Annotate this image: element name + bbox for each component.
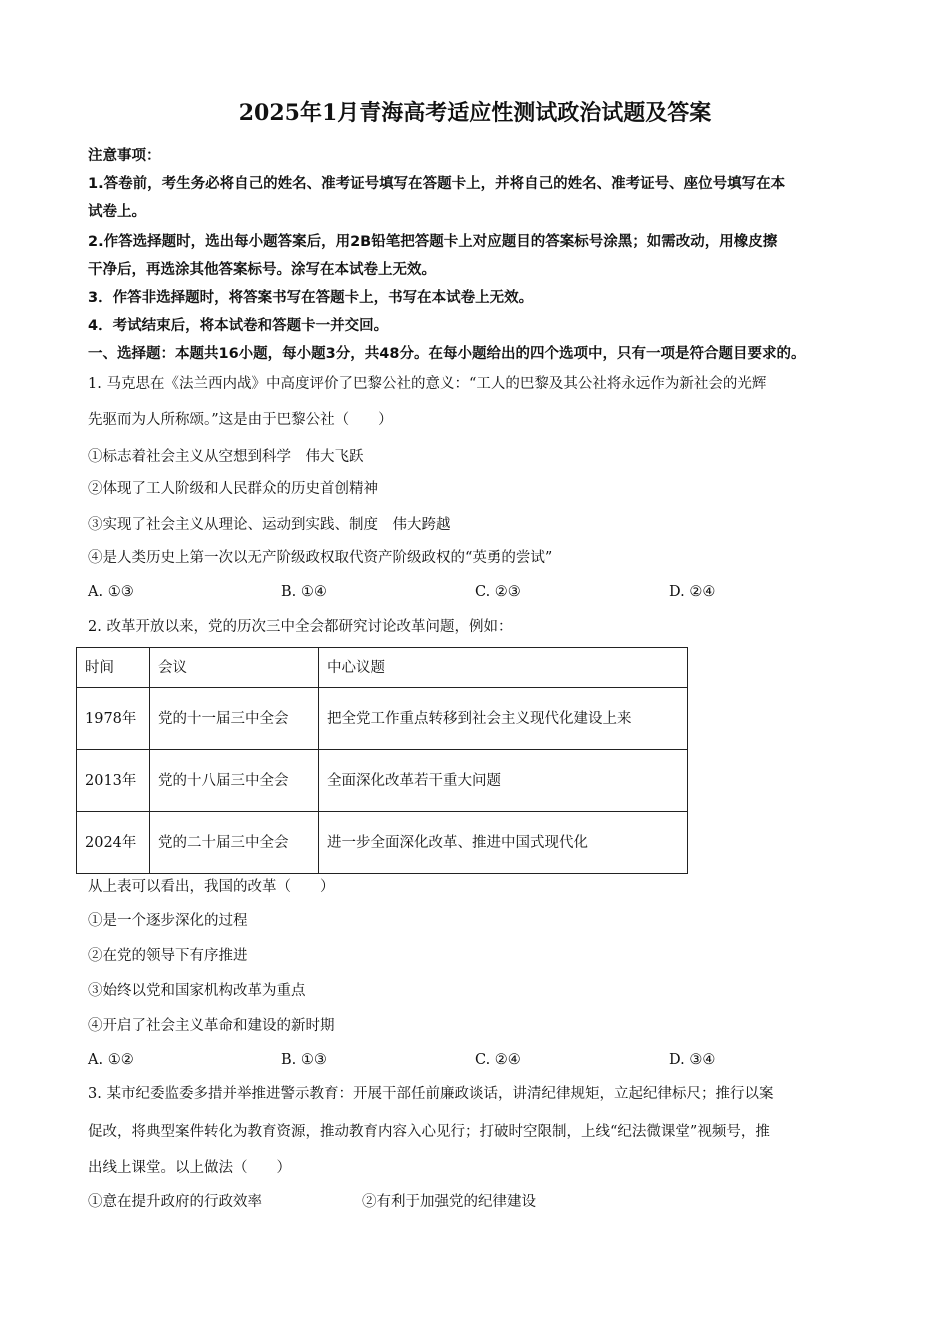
table-header-cell: 会议 xyxy=(150,648,319,688)
table-row xyxy=(77,688,688,750)
table-cell: 进一步全面深化改革、推进中国式现代化 xyxy=(319,812,688,874)
q2-statement-1: ①是一个逐步深化的过程 xyxy=(88,913,248,929)
q2-stem: 2. 改革开放以来，党的历次三中全会都研究讨论改革问题，例如： xyxy=(88,619,513,635)
q3-statement-1: ①意在提升政府的行政效率 xyxy=(88,1194,262,1210)
q1-option-d: D. ②④ xyxy=(669,584,716,600)
table-cell: 1978年 xyxy=(77,688,150,750)
q1-option-a: A. ①③ xyxy=(88,584,134,600)
q2-statement-3: ③始终以党和国家机构改革为重点 xyxy=(88,983,306,999)
q2-option-b: B. ①③ xyxy=(281,1052,327,1068)
notice-item-1: 1.答卷前，考生务必将自己的姓名、准考证号填写在答题卡上，并将自己的姓名、准考证号、座位号填写在本 xyxy=(88,176,786,192)
q1-statement-4: ④是人类历史上第一次以无产阶级政权取代资产阶级政权的“英勇的尝试” xyxy=(88,550,553,566)
notice-item-2-cont: 干净后，再选涂其他答案标号。涂写在本试卷上无效。 xyxy=(88,262,436,278)
q1-stem-line2: 先驱而为人所称颂。”这是由于巴黎公社（ ） xyxy=(88,412,393,428)
table-header-cell: 中心议题 xyxy=(319,648,688,688)
q3-stem-line3: 出线上课堂。以上做法（ ） xyxy=(88,1160,291,1176)
q2-option-d: D. ③④ xyxy=(669,1052,716,1068)
table-header-cell: 时间 xyxy=(77,648,150,688)
q1-statement-1: ①标志着社会主义从空想到科学 伟大飞跃 xyxy=(88,449,364,465)
table-cell: 2024年 xyxy=(77,812,150,874)
section-heading: 一、选择题：本题共16小题，每小题3分，共48分。在每小题给出的四个选项中，只有一项是符合题目要求的。 xyxy=(88,346,806,362)
q3-statement-2: ②有利于加强党的纪律建设 xyxy=(362,1194,536,1210)
q3-stem-line2: 促改，将典型案件转化为教育资源，推动教育内容入心见行；打破时空限制，上线“纪法微课堂”视频号，推 xyxy=(88,1124,770,1140)
table-cell: 全面深化改革若干重大问题 xyxy=(319,750,688,812)
notice-item-1-cont: 试卷上。 xyxy=(88,204,146,220)
table-header-row xyxy=(77,648,688,688)
page-title: 2025年1月青海高考适应性测试政治试题及答案 xyxy=(238,100,712,126)
q1-statement-2: ②体现了工人阶级和人民群众的历史首创精神 xyxy=(88,481,378,497)
q2-lead: 从上表可以看出，我国的改革（ ） xyxy=(88,879,335,895)
notice-item-2: 2.作答选择题时，选出每小题答案后，用2B铅笔把答题卡上对应题目的答案标号涂黑；如需改动，用橡皮擦 xyxy=(88,234,778,250)
q2-option-c: C. ②④ xyxy=(475,1052,521,1068)
meeting-table xyxy=(76,647,688,874)
notice-heading: 注意事项： xyxy=(88,148,161,164)
q1-statement-3: ③实现了社会主义从理论、运动到实践、制度 伟大跨越 xyxy=(88,517,451,533)
table-cell: 党的十八届三中全会 xyxy=(150,750,319,812)
q1-stem-line1: 1. 马克思在《法兰西内战》中高度评价了巴黎公社的意义：“工人的巴黎及其公社将永远作为新社会的光辉 xyxy=(88,376,767,392)
q1-option-b: B. ①④ xyxy=(281,584,327,600)
q3-stem-line1: 3. 某市纪委监委多措并举推进警示教育：开展干部任前廉政谈话，讲清纪律规矩，立起纪律标尺；推行以案 xyxy=(88,1086,774,1102)
table-row xyxy=(77,812,688,874)
table-row xyxy=(77,750,688,812)
table-cell: 2013年 xyxy=(77,750,150,812)
table-cell: 党的二十届三中全会 xyxy=(150,812,319,874)
table-cell: 把全党工作重点转移到社会主义现代化建设上来 xyxy=(319,688,688,750)
q2-option-a: A. ①② xyxy=(88,1052,134,1068)
table-cell: 党的十一届三中全会 xyxy=(150,688,319,750)
q2-statement-2: ②在党的领导下有序推进 xyxy=(88,948,248,964)
q2-statement-4: ④开启了社会主义革命和建设的新时期 xyxy=(88,1018,335,1034)
q1-option-c: C. ②③ xyxy=(475,584,521,600)
notice-item-4: 4．考试结束后，将本试卷和答题卡一并交回。 xyxy=(88,318,389,334)
notice-item-3: 3．作答非选择题时，将答案书写在答题卡上，书写在本试卷上无效。 xyxy=(88,290,534,306)
